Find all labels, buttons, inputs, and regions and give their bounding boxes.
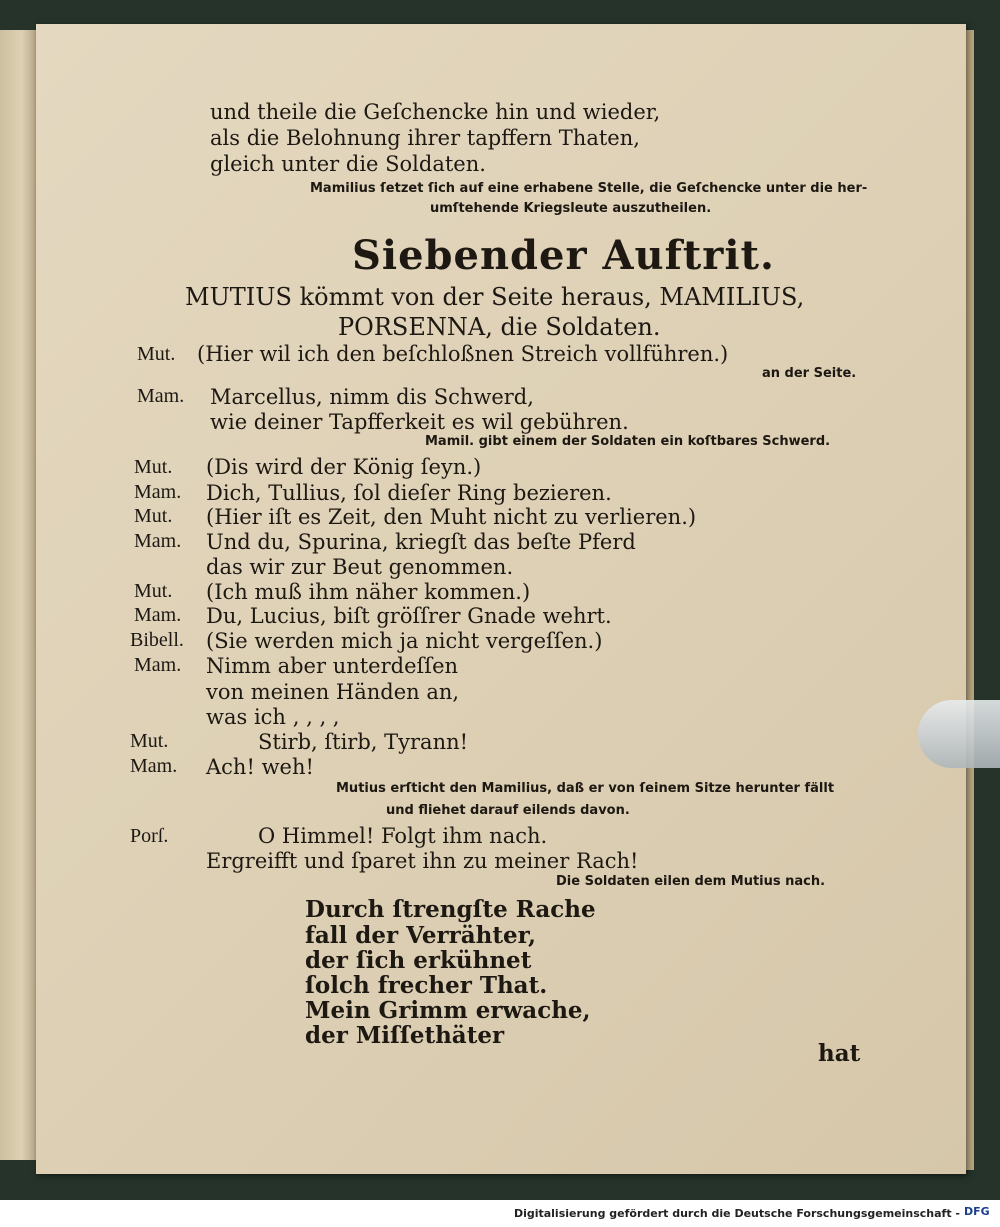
speech-line: was ich ‚ ‚ ‚ ‚ [206, 705, 340, 729]
speech-line: Ergreifft und ſparet ihn zu meiner Rach! [206, 849, 639, 873]
speech-line: Du, Lucius, biſt gröſſrer Gnade wehrt. [206, 604, 612, 628]
speaker-label: Mam. [137, 385, 185, 407]
speaker-label: Mam. [134, 604, 182, 626]
verse-line: als die Belohnung ihrer tapffern Thaten, [210, 126, 640, 150]
speaker-label: Porſ. [130, 825, 169, 847]
speaker-label: Mam. [134, 530, 182, 552]
previous-page-edge [0, 30, 36, 1160]
speech-line: wie deiner Tapfferkeit es wil gebühren. [210, 410, 629, 434]
speaker-label: Mam. [130, 755, 178, 777]
stage-direction: umſtehende Kriegsleute auszutheilen. [430, 201, 712, 216]
speaker-label: Mut. [130, 730, 169, 752]
verse-line: und theile die Geſchencke hin und wieder, [210, 100, 661, 124]
dfg-logo: DFG [964, 1205, 990, 1218]
speaker-label: Mut. [134, 456, 173, 478]
speech-line: Dich, Tullius, ſol dieſer Ring bezieren. [206, 481, 612, 505]
aria-line: ſolch frecher That. [305, 972, 548, 999]
bookmark-tab [918, 700, 1000, 768]
aria-line: Durch ſtrengſte Rache [305, 896, 596, 923]
speech-line: (Ich muß ihm näher kommen.) [206, 580, 531, 604]
stage-direction: und fliehet darauf eilends davon. [386, 803, 630, 818]
footer-credit: Digitalisierung gefördert durch die Deutsche Forschungsgemeinschaft - [513, 1207, 960, 1220]
speech-line: Stirb, ſtirb, Tyrann! [258, 730, 469, 754]
aria-line: der Miſſethäter [305, 1022, 505, 1049]
speech-line: O Himmel! Folgt ihm nach. [258, 824, 548, 848]
speaker-label: Bibell. [130, 629, 184, 651]
speech-line: das wir zur Beut genommen. [206, 555, 514, 579]
speech-line: Ach! weh! [206, 755, 314, 779]
stage-direction: Mamilius ſetzet ſich auf eine erhabene Stelle, die Geſchencke unter die her- [310, 181, 868, 196]
aria-line: Mein Grimm erwache, [305, 997, 591, 1024]
speech-line: Nimm aber unterdeſſen [206, 654, 459, 678]
speaker-label: Mut. [134, 505, 173, 527]
speaker-label: Mut. [137, 343, 176, 365]
footer-bar [0, 1200, 1000, 1227]
verse-line: gleich unter die Soldaten. [210, 152, 486, 176]
stage-direction: an der Seite. [762, 366, 857, 381]
speech-line: (Dis wird der König ſeyn.) [206, 455, 482, 479]
speech-line: (Sie werden mich ja nicht vergeſſen.) [206, 629, 603, 653]
stage-direction: Mamil. gibt einem der Soldaten ein koſtbares Schwerd. [425, 434, 831, 449]
speech-line: (Hier iſt es Zeit, den Muht nicht zu verlieren.) [206, 505, 697, 529]
scene-characters: MUTIUS kömmt von der Seite heraus, MAMILIUS, [185, 283, 805, 311]
aria-line: der ſich erkühnet [305, 947, 532, 974]
stage-direction: Die Soldaten eilen dem Mutius nach. [556, 874, 826, 889]
aria-line: fall der Verrähter, [305, 922, 537, 949]
speech-line: (Hier wil ich den beſchloßnen Streich vollführen.) [197, 342, 729, 366]
speech-line: von meinen Händen an, [206, 680, 460, 704]
speaker-label: Mut. [134, 580, 173, 602]
scene-characters: PORSENNA, die Soldaten. [338, 313, 661, 341]
stage-direction: Mutius erſticht den Mamilius, daß er von ſeinem Sitze herunter fällt [336, 781, 835, 796]
scene-heading: Siebender Auftrit. [352, 232, 775, 279]
speaker-label: Mam. [134, 481, 182, 503]
speech-line: Und du, Spurina, kriegſt das beſte Pferd [206, 530, 636, 554]
speech-line: Marcellus, nimm dis Schwerd, [210, 385, 534, 409]
catchword: hat [818, 1040, 861, 1067]
speaker-label: Mam. [134, 654, 182, 676]
